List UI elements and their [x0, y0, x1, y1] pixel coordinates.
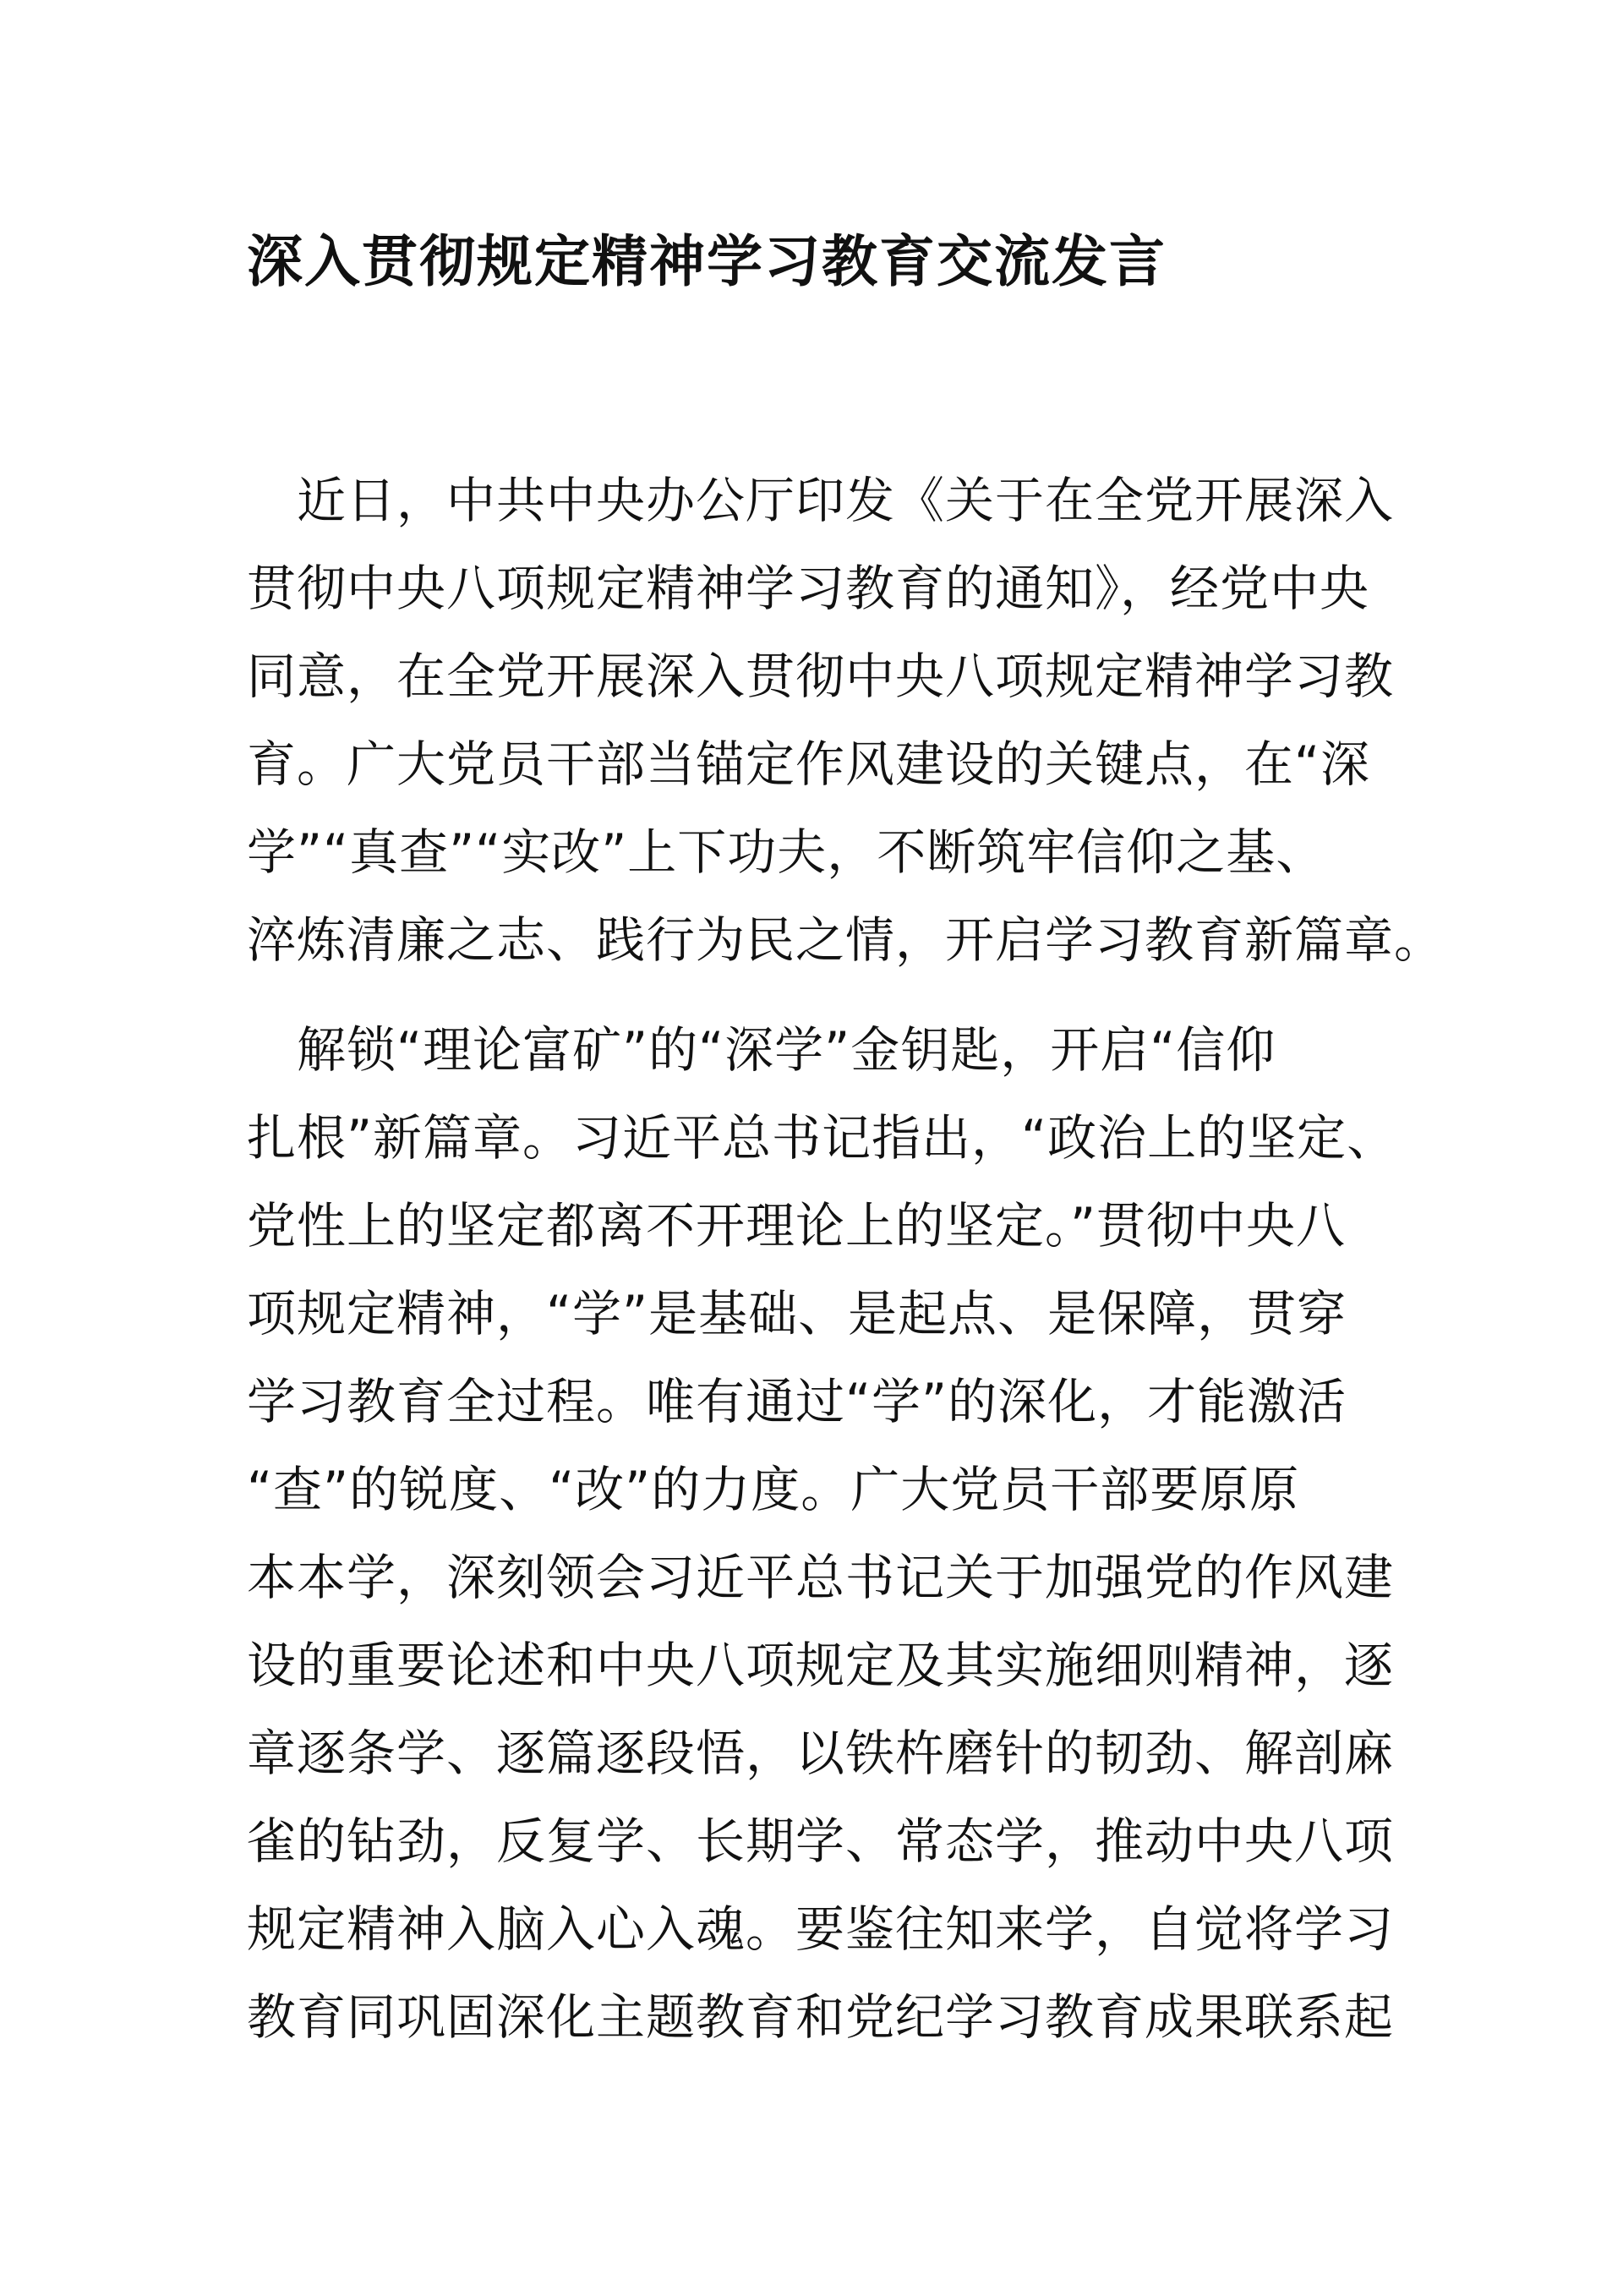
- paragraph-1: [247, 456, 1445, 984]
- text-line: 雀的钻劲，反复学、长期学、常态学，推动中央八项: [247, 1812, 1395, 1870]
- text-line: 淬炼清廉之志、践行为民之情，开启学习教育新篇章。: [247, 911, 1445, 969]
- text-line: 同意，在全党开展深入贯彻中央八项规定精神学习教: [247, 648, 1395, 705]
- text-line: 党性上的坚定都离不开理论上的坚定。”贯彻中央八: [247, 1197, 1347, 1255]
- text-line: 设的重要论述和中央八项规定及其实施细则精神，逐: [247, 1637, 1395, 1694]
- text-line: 规定精神入脑入心入魂。要鉴往知来学，自觉将学习: [247, 1900, 1395, 1958]
- text-line: 育。广大党员干部当锚定作风建设的关键点，在“深: [247, 735, 1371, 793]
- text-line: 本本学，深刻领会习近平总书记关于加强党的作风建: [247, 1549, 1395, 1606]
- document-title: 深入贯彻规定精神学习教育交流发言: [247, 229, 1167, 294]
- text-line: 教育同巩固深化主题教育和党纪学习教育成果联系起: [247, 1988, 1395, 2046]
- paragraph-2: [247, 1006, 1397, 2061]
- text-line: “查”的锐度、“改”的力度。广大党员干部要原原: [247, 1461, 1300, 1518]
- text-line: 扎根”新篇章。习近平总书记指出，“政治上的坚定、: [247, 1109, 1397, 1167]
- text-line: 学”“真查”“实改”上下功夫，不断筑牢信仰之基、: [247, 823, 1326, 881]
- text-line: 解锁“理论富矿”的“深学”金钥匙，开启“信仰: [247, 1021, 1276, 1079]
- text-line: 项规定精神，“学”是基础、是起点、是保障，贯穿: [247, 1285, 1347, 1342]
- text-line: 学习教育全过程。唯有通过“学”的深化，才能激活: [247, 1373, 1347, 1430]
- text-line: 近日，中共中央办公厅印发《关于在全党开展深入: [247, 472, 1395, 529]
- text-line: 贯彻中央八项规定精神学习教育的通知》，经党中央: [247, 560, 1370, 617]
- text-line: 章逐条学、逐篇逐段悟，以铁杵磨针的韧劲、解剖麻: [247, 1725, 1395, 1782]
